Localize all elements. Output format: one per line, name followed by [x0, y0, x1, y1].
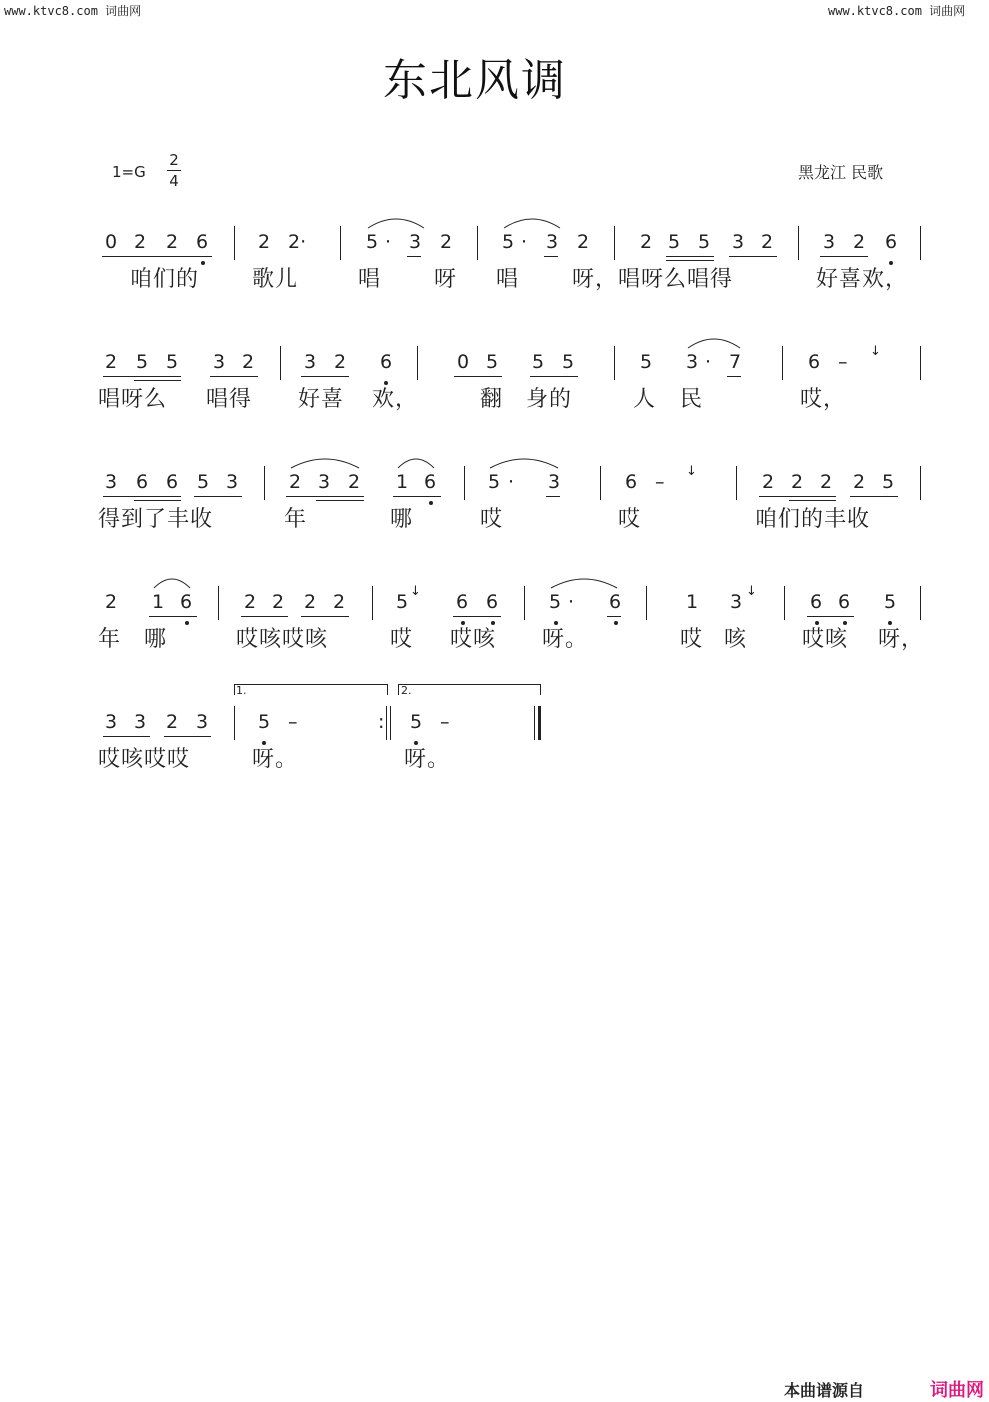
low-dot [201, 261, 205, 265]
barline [477, 226, 478, 260]
note: 2 [853, 471, 866, 493]
note: 3 [213, 351, 226, 373]
note: 1 [686, 591, 699, 613]
barline [920, 466, 921, 500]
lyric: 咳 [724, 627, 748, 652]
slur [488, 454, 560, 470]
volta-second-label: 2. [401, 684, 412, 697]
note: 2 [105, 591, 118, 613]
barline [417, 346, 418, 380]
barline [920, 226, 921, 260]
volta-first [234, 684, 388, 695]
note: 2 [166, 711, 179, 733]
lyric: 民 [680, 387, 704, 412]
note: 3 [318, 471, 331, 493]
barline [390, 706, 391, 740]
underline [544, 256, 558, 257]
note: 5 [488, 471, 501, 493]
lyric: 咱们的丰收 [755, 507, 871, 532]
barline [218, 586, 219, 620]
note: 3 [105, 711, 118, 733]
lyric: 唱 [358, 267, 382, 292]
lyric: 呀。 [542, 627, 589, 652]
volta-second [398, 684, 541, 695]
barline [614, 226, 615, 260]
note: – [440, 711, 450, 733]
lyric: 好喜欢， [816, 267, 909, 292]
note: 2 [242, 351, 255, 373]
note: 5 [197, 471, 210, 493]
note: 6 [486, 591, 499, 613]
lyric: 哎咳 [450, 627, 497, 652]
note: 5 [258, 711, 271, 733]
barline [798, 226, 799, 260]
underline [241, 616, 288, 617]
note: 6 [424, 471, 437, 493]
underline [453, 616, 501, 617]
barline [646, 586, 647, 620]
lyric: 呀。 [404, 747, 451, 772]
slur [152, 574, 192, 590]
note: 5 [410, 711, 423, 733]
note: – [838, 351, 848, 373]
note: 6 [838, 591, 851, 613]
slur [396, 454, 436, 470]
note: 6 [136, 471, 149, 493]
time-signature-bottom: 4 [169, 172, 179, 190]
lyric: 哎咳 [802, 627, 849, 652]
time-signature [168, 150, 180, 191]
lyric: 哎 [618, 507, 642, 532]
note: · [508, 471, 515, 493]
note: 6 [810, 591, 823, 613]
watermark-right: www.ktvc8.com 词曲网 [828, 4, 966, 18]
note: 2 [258, 231, 271, 253]
note: 5 [502, 231, 515, 253]
song-title: 东北风调 [383, 55, 567, 106]
note: 6 [166, 471, 179, 493]
lyric: 年 [284, 507, 308, 532]
footer-site-logo[interactable]: 词曲网 [930, 1380, 984, 1401]
note: 2 [289, 471, 302, 493]
note: 5 [366, 231, 379, 253]
slur [686, 334, 742, 350]
note: · [521, 231, 528, 253]
song-source: 黑龙江 民歌 [798, 163, 884, 182]
note: · [568, 591, 575, 613]
note: · [385, 231, 392, 253]
note: 5 [549, 591, 562, 613]
note: 6 [808, 351, 821, 373]
barline [782, 346, 783, 380]
underline [407, 256, 421, 257]
note: 5 [486, 351, 499, 373]
low-dot [185, 621, 189, 625]
note: 3 [134, 711, 147, 733]
note: 2· [288, 231, 307, 253]
note: 2 [244, 591, 257, 613]
note: 6 [180, 591, 193, 613]
barline [372, 586, 373, 620]
underline [301, 616, 349, 617]
barline [280, 346, 281, 380]
underline [820, 256, 868, 257]
underline [102, 256, 212, 257]
time-signature-top: 2 [169, 151, 179, 169]
repeat-sign: : [378, 711, 385, 733]
barline [464, 466, 465, 500]
underline [194, 496, 242, 497]
note: 3 [548, 471, 561, 493]
note: 5 [640, 351, 653, 373]
note: 5 [668, 231, 681, 253]
lyric: 呀， [878, 627, 925, 652]
note: 5 [396, 591, 409, 613]
note: 2 [348, 471, 361, 493]
note: 3 [730, 591, 743, 613]
underline [149, 616, 197, 617]
note: 2 [820, 471, 833, 493]
barline [614, 346, 615, 380]
barline [340, 226, 341, 260]
underline [164, 736, 211, 737]
note: 6 [456, 591, 469, 613]
lyric: 哎， [800, 387, 847, 412]
note: 5 [698, 231, 711, 253]
note: ↓ [746, 584, 757, 599]
note: ↓ [870, 344, 881, 359]
note: 5 [166, 351, 179, 373]
note: 2 [333, 591, 346, 613]
lyric: 得到了丰收 [98, 507, 214, 532]
note: 6 [380, 351, 393, 373]
lyric: 人 [633, 387, 657, 412]
barline [234, 706, 235, 740]
barline [524, 586, 525, 620]
note: ↓ [686, 464, 697, 479]
volta-first-label: 1. [236, 684, 247, 697]
slur [549, 574, 619, 590]
note: 3 [409, 231, 422, 253]
lyric: 哎咳哎哎 [98, 747, 191, 772]
underline [286, 496, 364, 497]
barline [920, 586, 921, 620]
underline [729, 256, 777, 257]
underline [850, 496, 898, 497]
note: 1 [396, 471, 409, 493]
lyric: 唱呀么 [98, 387, 168, 412]
note: 3 [304, 351, 317, 373]
note: ↓ [410, 584, 421, 599]
key-signature: 1=G [112, 163, 146, 181]
lyric: 翻 [480, 387, 504, 412]
lyric: 哎咳哎咳 [236, 627, 329, 652]
note: 2 [166, 231, 179, 253]
note: 2 [105, 351, 118, 373]
note: 3 [823, 231, 836, 253]
lyric: 唱得 [206, 387, 253, 412]
note: 2 [334, 351, 347, 373]
underline [103, 736, 150, 737]
footer-source-label: 本曲谱源自 [784, 1381, 865, 1400]
lyric: 哪 [144, 627, 168, 652]
barline [600, 466, 601, 500]
lyric: 哎 [680, 627, 704, 652]
note: 5 [532, 351, 545, 373]
note: 5 [562, 351, 575, 373]
underline [316, 500, 364, 501]
lyric: 唱 [496, 267, 520, 292]
note: 2 [853, 231, 866, 253]
note: 7 [729, 351, 742, 373]
note: – [655, 471, 665, 493]
note: 0 [105, 231, 118, 253]
underline [807, 616, 854, 617]
note: 6 [625, 471, 638, 493]
low-dot [614, 621, 618, 625]
lyric: 哎 [390, 627, 414, 652]
note: 6 [196, 231, 209, 253]
note: 2 [440, 231, 453, 253]
slur [289, 454, 361, 470]
underline [454, 376, 502, 377]
lyric: 呀 [434, 267, 458, 292]
lyric: 年 [98, 627, 122, 652]
lyric: 哎 [480, 507, 504, 532]
note: 5 [136, 351, 149, 373]
note: 3 [105, 471, 118, 493]
underline [759, 496, 836, 497]
underline [546, 496, 560, 497]
note: 2 [134, 231, 147, 253]
underline [134, 380, 181, 381]
underline [607, 616, 621, 617]
underline [134, 500, 181, 501]
note: 2 [762, 471, 775, 493]
lyric: 歌儿 [252, 267, 299, 292]
barline [736, 466, 737, 500]
note: 2 [577, 231, 590, 253]
underline [727, 376, 741, 377]
note: 3 [732, 231, 745, 253]
lyric: 身的 [526, 387, 573, 412]
note: 2 [761, 231, 774, 253]
note: 2 [272, 591, 285, 613]
lyric: 呀，唱呀么唱得 [572, 267, 734, 292]
slur [502, 214, 562, 230]
lyric: 哪 [390, 507, 414, 532]
note: 3 [226, 471, 239, 493]
lyric: 咱们的 [130, 267, 200, 292]
underline [789, 500, 836, 501]
underline [210, 376, 258, 377]
slur [366, 214, 426, 230]
barline [264, 466, 265, 500]
underline [301, 376, 349, 377]
note: 3 [546, 231, 559, 253]
barline [386, 706, 387, 740]
note: 2 [304, 591, 317, 613]
lyric: 好喜 [298, 387, 345, 412]
note: – [288, 711, 298, 733]
watermark-left: www.ktvc8.com 词曲网 [4, 4, 142, 18]
lyric: 欢， [372, 387, 419, 412]
note: 0 [457, 351, 470, 373]
note: 1 [152, 591, 165, 613]
barline [534, 706, 535, 740]
lyric: 呀。 [252, 747, 299, 772]
underline [103, 376, 181, 377]
note: 3 [196, 711, 209, 733]
low-dot [429, 501, 433, 505]
underline [393, 496, 441, 497]
final-barline [538, 706, 541, 740]
underline [666, 256, 714, 257]
note: 6 [609, 591, 622, 613]
underline [666, 260, 714, 261]
barline [784, 586, 785, 620]
note: 5 [882, 471, 895, 493]
underline [103, 496, 181, 497]
barline [234, 226, 235, 260]
note: · [705, 351, 712, 373]
note: 6 [885, 231, 898, 253]
note: 2 [640, 231, 653, 253]
barline [920, 346, 921, 380]
note: 5 [884, 591, 897, 613]
underline [530, 376, 578, 377]
note: 3 [686, 351, 699, 373]
note: 2 [791, 471, 804, 493]
